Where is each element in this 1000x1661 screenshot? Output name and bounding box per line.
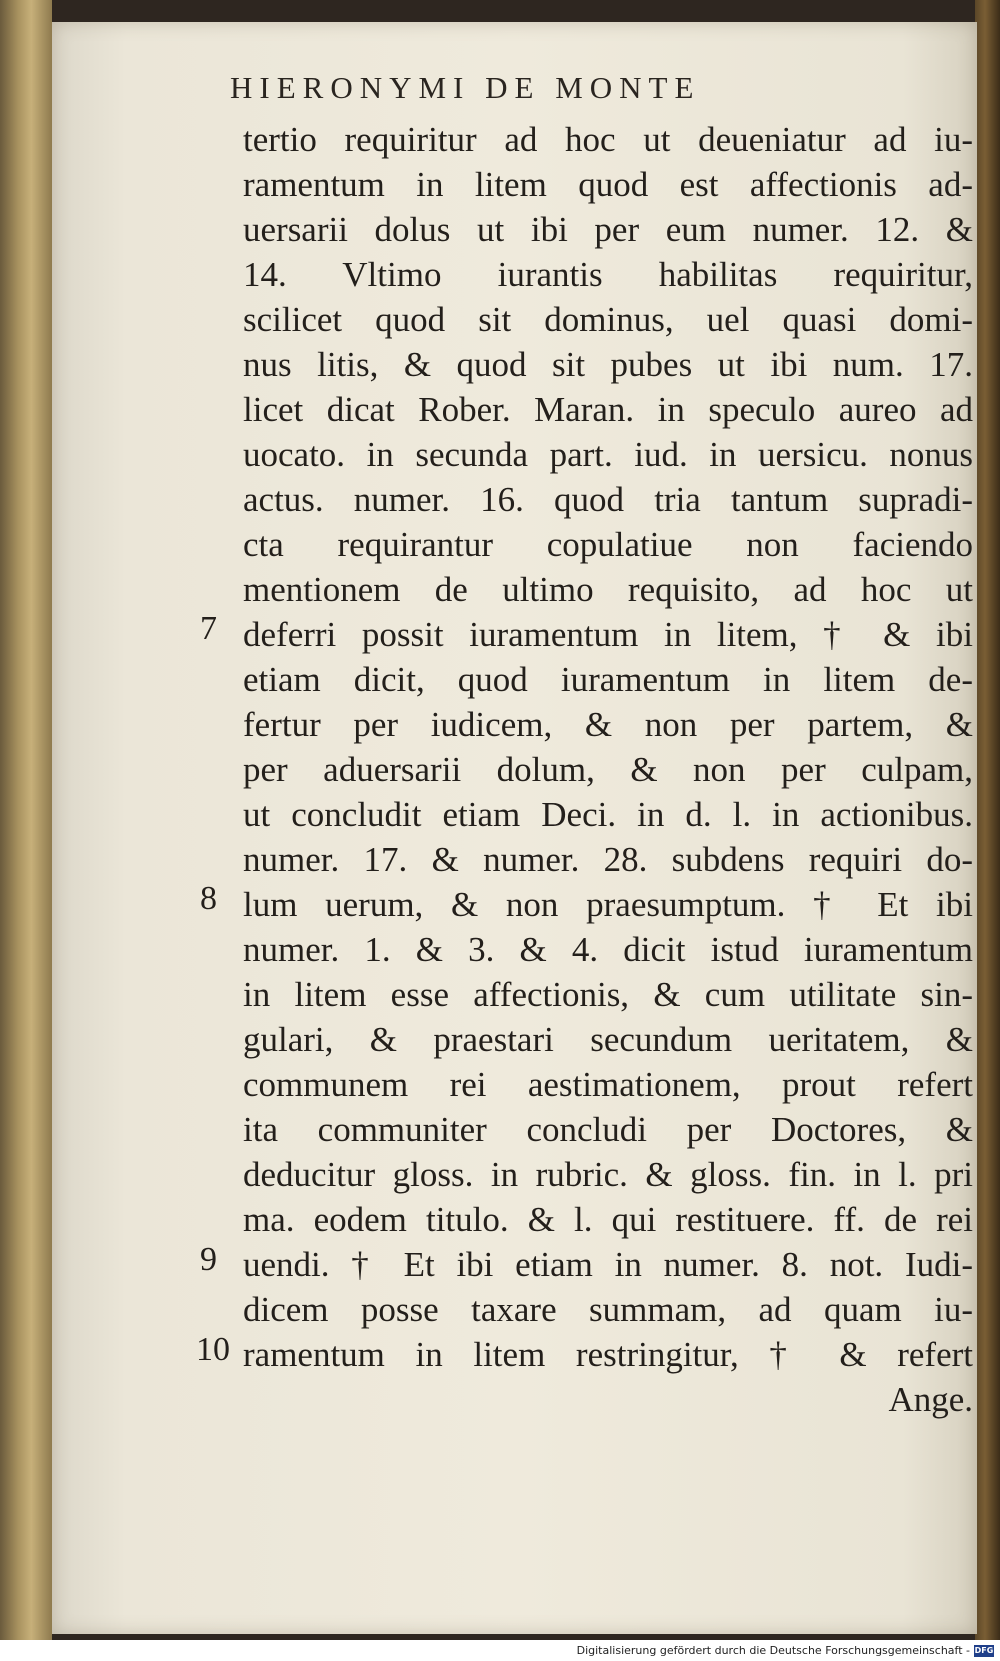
- text-line: communem rei aestimationem, prout refert: [243, 1065, 973, 1104]
- digitization-footer: [0, 1640, 1000, 1661]
- text-line: dicem posse taxare summam, ad quam iu-: [243, 1290, 973, 1329]
- text-line: licet dicat Rober. Maran. in speculo aureo ad: [243, 390, 973, 429]
- text-line: deducitur gloss. in rubric. & gloss. fin. in l. pri: [243, 1155, 973, 1194]
- text-line: ma. eodem titulo. & l. qui restituere. ff. de rei: [243, 1200, 973, 1239]
- footer-credit: Digitalisierung gefördert durch die Deutsche Forschungsgemeinschaft -: [576, 1644, 970, 1657]
- marginal-number: 8: [200, 880, 217, 917]
- text-line: numer. 17. & numer. 28. subdens requiri do-: [243, 840, 973, 879]
- text-line: actus. numer. 16. quod tria tantum supradi-: [243, 480, 973, 519]
- text-line: ramentum in litem quod est affectionis ad-: [243, 165, 973, 204]
- running-head: HIERONYMI DE MONTE: [230, 70, 701, 105]
- text-line: uendi. † Et ibi etiam in numer. 8. not. Iudi-: [243, 1245, 973, 1284]
- text-line: fertur per iudicem, & non per partem, &: [243, 705, 973, 744]
- left-page-edge: [0, 0, 52, 1640]
- text-line: tertio requiritur ad hoc ut deueniatur ad iu-: [243, 120, 973, 159]
- text-line: per aduersarii dolum, & non per culpam,: [243, 750, 973, 789]
- text-line: ut concludit etiam Deci. in d. l. in actionibus.: [243, 795, 973, 834]
- text-line: lum uerum, & non praesumptum. † Et ibi: [243, 885, 973, 924]
- marginal-number: 9: [200, 1241, 217, 1278]
- text-line: scilicet quod sit dominus, uel quasi domi-: [243, 300, 973, 339]
- text-block: [243, 117, 973, 1422]
- text-line: deferri possit iuramentum in litem, † & ibi: [243, 615, 973, 654]
- text-line: gulari, & praestari secundum ueritatem, &: [243, 1020, 973, 1059]
- text-line: uocato. in secunda part. iud. in uersicu. nonus: [243, 435, 973, 474]
- text-line: cta requirantur copulatiue non faciendo: [243, 525, 973, 564]
- text-line: etiam dicit, quod iuramentum in litem de-: [243, 660, 973, 699]
- dfg-logo-icon: DFG: [974, 1646, 994, 1655]
- marginal-number: 7: [200, 610, 217, 647]
- marginal-number: 10: [196, 1331, 230, 1368]
- text-line: ramentum in litem restringitur, † & refert: [243, 1335, 973, 1374]
- text-line: numer. 1. & 3. & 4. dicit istud iuramentum: [243, 930, 973, 969]
- text-line: 14. Vltimo iurantis habilitas requiritur,: [243, 255, 973, 294]
- text-line: in litem esse affectionis, & cum utilitate sin-: [243, 975, 973, 1014]
- right-binding-edge: [975, 0, 1000, 1640]
- catchword: Ange.: [888, 1380, 973, 1419]
- text-line: ita communiter concludi per Doctores, &: [243, 1110, 973, 1149]
- text-line: nus litis, & quod sit pubes ut ibi num. 17.: [243, 345, 973, 384]
- text-line: uersarii dolus ut ibi per eum numer. 12. &: [243, 210, 973, 249]
- text-line: mentionem de ultimo requisito, ad hoc ut: [243, 570, 973, 609]
